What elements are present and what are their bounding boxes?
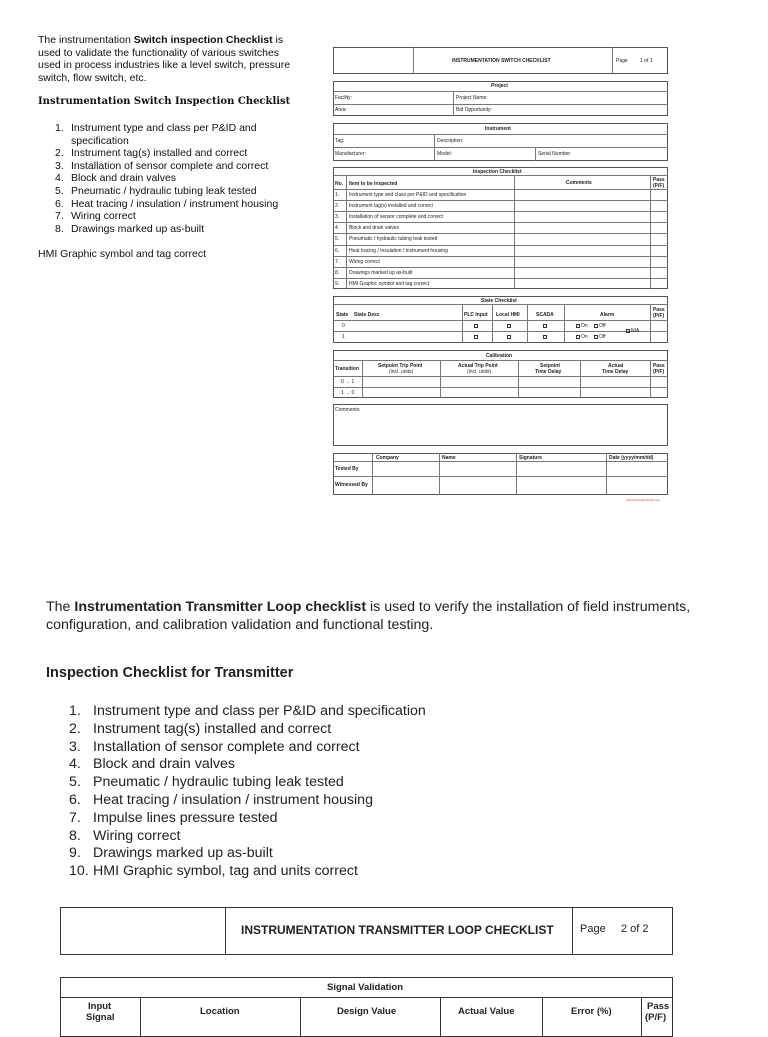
- alarm-on-label: On: [581, 334, 588, 340]
- list-item-text: Instrument type and class per P&ID and specification: [71, 122, 257, 147]
- list-item-text: Pneumatic / hydraulic tubing leak tested: [93, 774, 344, 791]
- state-header: State Checklist: [481, 298, 517, 304]
- list-item-text: HMI Graphic symbol, tag and units correct: [93, 863, 358, 880]
- list-item: [46, 863, 696, 881]
- list-item-number: 6.: [69, 791, 81, 808]
- cal-col-setpoint-trip: Setpoint Trip Point: [378, 363, 423, 369]
- cal-row-1-0: 1 → 0: [341, 390, 355, 396]
- inspection-row-number: 5.: [335, 236, 340, 243]
- list-item: [46, 756, 696, 774]
- state-col-hmi: Local HMI: [496, 312, 520, 318]
- plc-input-checkbox[interactable]: [474, 324, 478, 328]
- list-item: [38, 223, 298, 236]
- list-item: [46, 774, 696, 792]
- local-hmi-checkbox[interactable]: [507, 335, 511, 339]
- witnessed-by-label: Witnessed By: [335, 482, 368, 488]
- state-col-state: State: [336, 312, 349, 318]
- inspection-row-text: Heat tracing / Insulation / instrument housing: [349, 247, 448, 254]
- inspection-row-text: Block and drain valves: [349, 225, 400, 232]
- list-item-number: 10.: [69, 863, 89, 880]
- list-item-text: Block and drain valves: [93, 756, 235, 773]
- serial-label: Serial Number:: [538, 151, 572, 157]
- page-label: Page: [616, 58, 628, 64]
- inspection-row-text: Drawings marked up as-built: [349, 269, 413, 276]
- list-item-text: Impulse lines pressure tested: [93, 809, 278, 826]
- signal-validation-header: Signal Validation: [327, 982, 404, 993]
- table-row-divider: [333, 256, 668, 257]
- facility-label: Facility:: [335, 95, 352, 101]
- list-item: [38, 172, 298, 185]
- list-item: [38, 122, 298, 147]
- alarm-off-label: Off: [599, 323, 606, 329]
- list-item: [46, 739, 696, 757]
- local-hmi-checkbox[interactable]: [507, 324, 511, 328]
- alarm-off-label: Off: [599, 334, 606, 340]
- switch-checklist-list: [38, 122, 298, 235]
- list-item-text: Drawings marked up as-built: [71, 222, 205, 235]
- list-item: [38, 185, 298, 198]
- sign-col-signature: Signature: [519, 455, 543, 461]
- list-item-number: 7.: [69, 809, 81, 826]
- cal-col-transition: Transition: [335, 366, 359, 372]
- list-item-text: Wiring correct: [71, 210, 136, 223]
- table-row-divider: [333, 267, 668, 268]
- list-item-text: Installation of sensor complete and correct: [93, 738, 360, 755]
- inspection-row-number: 6.: [335, 247, 340, 254]
- sig-col-pf: (P/F): [645, 1012, 667, 1023]
- sign-col-name: Name: [442, 455, 456, 461]
- switch-intro-bold: Switch inspection Checklist: [133, 34, 273, 46]
- switch-extra-item: HMI Graphic symbol and tag correct: [38, 248, 207, 260]
- col-pass-pf: (P/F): [653, 183, 665, 189]
- inspection-row-number: 7.: [335, 258, 340, 265]
- inspection-row-number: 9.: [335, 280, 340, 287]
- list-item-text: Pneumatic / hydraulic tubing leak tested: [71, 184, 257, 197]
- transmitter-checklist-list: [46, 703, 696, 881]
- inspection-row-text: Instrument type and class per P&ID and specification: [349, 192, 467, 198]
- alarm-on-checkbox[interactable]: [576, 324, 580, 328]
- state-row-1: 1: [342, 334, 345, 340]
- inspection-row-number: 8.: [335, 269, 340, 276]
- list-item-text: Instrument type and class per P&ID and specification: [93, 703, 426, 719]
- sig-col-pass: Pass: [647, 1001, 670, 1012]
- switch-intro-prefix: The instrumentation: [38, 34, 134, 46]
- cal-col-pass: Pass: [653, 363, 665, 369]
- instrument-header: Instrument: [485, 126, 511, 132]
- switch-intro-suffix: is used to validate the functionality of various switches used in process industries like a level switch, pressure switch, flow switch, etc.: [38, 34, 291, 84]
- area-label: Area:: [335, 107, 347, 113]
- list-item-number: 1.: [55, 122, 64, 134]
- comments-label: Comments:: [335, 407, 361, 413]
- switch-intro-paragraph: [38, 34, 300, 84]
- list-item: [46, 845, 696, 863]
- list-item: [46, 828, 696, 846]
- list-item-number: 5.: [69, 774, 81, 791]
- sign-col-date: Date (yyyy/mm/dd): [609, 455, 654, 461]
- list-item-number: 4.: [55, 172, 64, 185]
- list-item-text: Heat tracing / insulation / instrument housing: [93, 791, 373, 808]
- inspection-row-number: 2.: [335, 203, 340, 210]
- table-row-divider: [333, 233, 668, 234]
- brand-watermark: InstrumentationTools.com: [626, 498, 661, 502]
- list-item-text: Block and drain valves: [71, 172, 177, 185]
- cal-col-actual-trip-units: (incl. units): [467, 369, 492, 375]
- list-item-number: 1.: [69, 703, 81, 719]
- inspection-row-text: Pneumatic / hydraulic tubing leak tested: [349, 236, 438, 243]
- alarm-on-checkbox[interactable]: [576, 335, 580, 339]
- sig-col-actual: Actual Value: [458, 1006, 515, 1017]
- plc-input-checkbox[interactable]: [474, 335, 478, 339]
- sign-col-company: Company: [376, 455, 399, 461]
- cal-col-actual-delay: Actual: [608, 363, 624, 369]
- sig-col-signal: Signal: [86, 1012, 115, 1023]
- tx-intro-bold: Instrumentation Transmitter Loop checklist: [74, 599, 367, 615]
- list-item-number: 9.: [69, 845, 81, 862]
- form-title: INSTRUMENTATION SWITCH CHECKLIST: [452, 58, 551, 64]
- cal-col-setpoint-delay: Setpoint: [540, 363, 560, 369]
- tx-intro-suffix: is used to verify the installation of field instruments, configuration, and calibration validation and functional testing.: [46, 599, 691, 633]
- scada-checkbox[interactable]: [543, 324, 547, 328]
- list-item-number: 2.: [69, 720, 81, 737]
- col-no: No.: [335, 181, 344, 187]
- inspection-row-number: 3.: [335, 214, 340, 221]
- state-row-0: 0: [342, 323, 345, 329]
- cal-row-0-1: 0 → 1: [341, 379, 355, 385]
- list-item: [46, 703, 696, 721]
- sig-col-error: Error (%): [571, 1006, 612, 1017]
- tx-page-label: Page: [580, 923, 606, 935]
- cal-col-pf: (P/F): [653, 369, 665, 375]
- list-item-number: 6.: [55, 197, 64, 210]
- list-item: [38, 198, 298, 211]
- inspection-row-text: Installation of sensor complete and correct: [349, 214, 443, 221]
- project-name-label: Project Name:: [456, 95, 488, 101]
- alarm-off-checkbox[interactable]: [594, 324, 598, 328]
- transmitter-form-title: INSTRUMENTATION TRANSMITTER LOOP CHECKLIST: [241, 923, 554, 937]
- tx-page-value: 2 of 2: [621, 923, 649, 935]
- sig-col-location: Location: [200, 1006, 240, 1017]
- list-item: [38, 210, 298, 223]
- col-pass: Pass: [653, 177, 665, 183]
- col-item: Item to be inspected: [349, 181, 398, 187]
- cal-col-actual-trip: Actual Trip Point: [458, 363, 498, 369]
- table-row-divider: [333, 200, 668, 201]
- list-item-number: 8.: [69, 827, 81, 844]
- state-col-alarm: Alarm: [600, 312, 615, 318]
- description-label: Description:: [437, 138, 464, 144]
- list-item-text: Heat tracing / insulation / instrument housing: [71, 197, 279, 210]
- alarm-off-checkbox[interactable]: [594, 335, 598, 339]
- list-item: [46, 721, 696, 739]
- tag-label: Tag:: [335, 138, 345, 144]
- calibration-header: Calibration: [486, 353, 513, 359]
- table-row-divider: [333, 245, 668, 246]
- manufacturer-label: Manufacturer:: [335, 151, 366, 157]
- state-col-scada: SCADA: [536, 312, 554, 318]
- transmitter-checklist-heading: Inspection Checklist for Transmitter: [46, 665, 294, 681]
- project-header: Project: [491, 83, 508, 89]
- list-item-text: Wiring correct: [93, 827, 181, 844]
- list-item-number: 2.: [55, 147, 64, 160]
- list-item-number: 3.: [69, 738, 81, 755]
- scada-checkbox[interactable]: [543, 335, 547, 339]
- sig-col-design: Design Value: [337, 1006, 397, 1017]
- page-value: 1 of 1: [640, 58, 653, 64]
- list-item-text: Instrument tag(s) installed and correct: [93, 720, 332, 737]
- list-item-number: 3.: [55, 159, 64, 172]
- transmitter-intro-paragraph: [46, 598, 736, 634]
- alarm-na-label: N/A: [631, 328, 640, 334]
- comments-box[interactable]: [333, 404, 668, 446]
- list-item-number: 4.: [69, 756, 81, 773]
- list-item-text: Instrument tag(s) installed and correct: [71, 147, 248, 160]
- list-item-number: 7.: [55, 210, 64, 223]
- cal-col-setpoint-trip-units: (incl. units): [389, 369, 414, 375]
- table-row-divider: [333, 222, 668, 223]
- list-item-number: 5.: [55, 184, 64, 197]
- list-item: [46, 792, 696, 810]
- tx-intro-prefix: The: [46, 599, 75, 615]
- tested-by-label: Tested By: [335, 466, 359, 472]
- state-col-pass: Pass: [653, 307, 665, 313]
- list-item: [46, 810, 696, 828]
- inspection-row-text: Instrument tag(s) installed and correct: [349, 203, 433, 210]
- model-label: Model:: [437, 151, 453, 157]
- col-comments: Comments: [566, 180, 592, 186]
- sig-col-input: Input: [88, 1001, 112, 1012]
- inspection-header: Inspection Checklist: [473, 169, 522, 175]
- state-col-desc: State Desc: [354, 312, 380, 318]
- list-item-text: Drawings marked up as-built: [93, 845, 273, 862]
- table-row-divider: [333, 278, 668, 279]
- inspection-row-text: Wiring correct: [349, 258, 380, 265]
- list-item-text: Installation of sensor complete and correct: [71, 159, 269, 172]
- switch-checklist-heading: Instrumentation Switch Inspection Checklist: [38, 96, 291, 107]
- inspection-row-text: HMI Graphic symbol and tag correct: [349, 280, 430, 287]
- cal-col-actual-delay-b: Time Delay: [602, 369, 629, 375]
- alarm-na-checkbox[interactable]: [626, 329, 630, 333]
- alarm-on-label: On: [581, 323, 588, 329]
- inspection-row-number: 1.: [335, 192, 340, 198]
- cal-col-setpoint-delay-b: Time Delay: [535, 369, 562, 375]
- bid-label: Bid Opportunity:: [456, 107, 492, 113]
- table-row-divider: [333, 211, 668, 212]
- state-col-pf: (P/F): [653, 313, 665, 319]
- state-col-plc: PLC Input: [464, 312, 488, 318]
- list-item-number: 8.: [55, 222, 64, 235]
- inspection-row-number: 4.: [335, 225, 340, 232]
- list-item: [38, 160, 298, 173]
- list-item: [38, 147, 298, 160]
